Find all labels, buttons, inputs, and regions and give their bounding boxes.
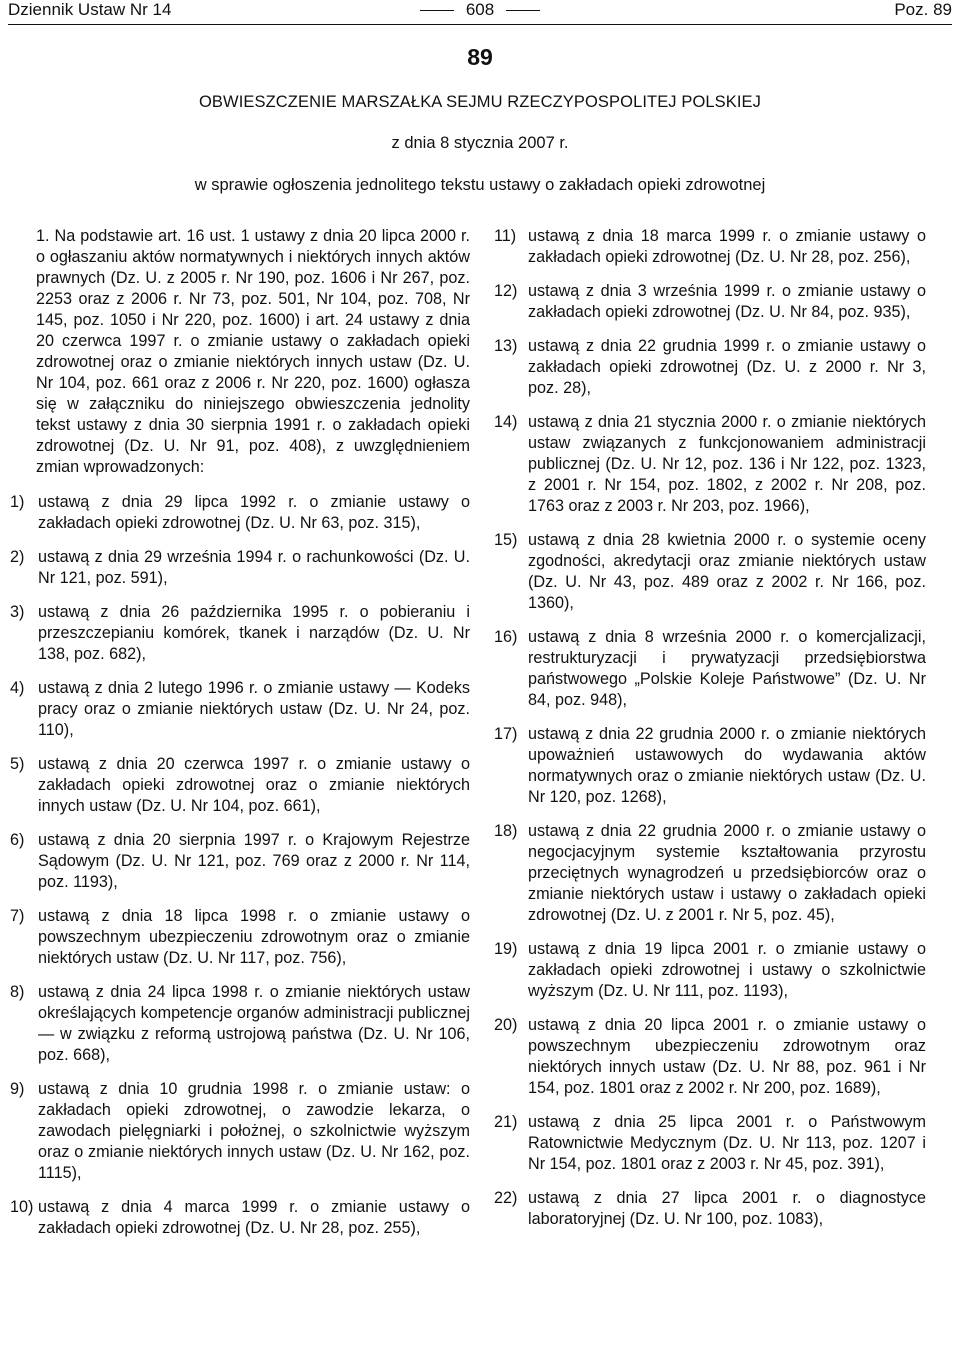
- item-number: 6): [10, 831, 25, 849]
- item-text: ustawą z dnia 29 września 1994 r. o rachunkowości (Dz. U. Nr 121, poz. 591),: [38, 548, 470, 587]
- list-item: [494, 821, 926, 926]
- act-subject: w sprawie ogłoszenia jednolitego tekstu ustawy o zakładach opieki zdrowotnej: [194, 176, 766, 194]
- list-item: [494, 226, 926, 268]
- list-item: [10, 547, 470, 589]
- item-text: ustawą z dnia 19 lipca 2001 r. o zmianie ustawy o zakładach opieki zdrowotnej i ustawy o szkolnictwie wyższym (Dz. U. Nr 111, poz. 1193),: [528, 940, 926, 1000]
- item-number: 14): [494, 413, 518, 431]
- item-number: 12): [494, 282, 518, 300]
- item-text: ustawą z dnia 10 grudnia 1998 r. o zmianie ustaw: o zakładach opieki zdrowotnej, o zawodzie lekarza, o zawodach pielęgniarki i położnej, o szkolnictwie wyższym oraz o zmianie niektórych innych ustaw (Dz. U. Nr 162, poz. 1115),: [38, 1080, 470, 1182]
- position-number: Poz. 89: [894, 0, 952, 19]
- item-number: 11): [494, 227, 517, 245]
- act-title: OBWIESZCZENIE MARSZAŁKA SEJMU RZECZYPOSPOLITEJ POLSKIEJ: [198, 93, 762, 111]
- item-text: ustawą z dnia 18 marca 1999 r. o zmianie ustawy o zakładach opieki zdrowotnej (Dz. U. Nr 28, poz. 256),: [528, 227, 926, 266]
- item-text: ustawą z dnia 29 lipca 1992 r. o zmianie ustawy o zakładach opieki zdrowotnej (Dz. U. Nr 63, poz. 315),: [38, 493, 470, 532]
- journal-name: Dziennik Ustaw Nr 14: [8, 0, 172, 19]
- list-item: [10, 906, 470, 969]
- act-date: z dnia 8 stycznia 2007 r.: [391, 134, 569, 152]
- intro-paragraph: 1. Na podstawie art. 16 ust. 1 ustawy z dnia 20 lipca 2000 r. o ogłaszaniu aktów normatywnych i niektórych innych aktów prawnych (Dz. U. z 2005 r. Nr 190, poz. 1606 i Nr 267, poz. 2253 oraz z 2006 r. Nr 73, poz. 501, Nr 104, poz. 708, Nr 145, poz. 1050 i Nr 220, poz. 1600) i art. 24 ustawy z dnia 20 czerwca 1997 r. o zmianie ustawy o zakładach opieki zdrowotnej oraz o zmianie niektórych innych ustaw (Dz. U. Nr 104, poz. 661 oraz z 2006 r. Nr 220, poz. 1600) ogłasza się w załączniku do niniejszego obwieszczenia jednolity tekst ustawy z dnia 30 sierpnia 1991 r. o zakładach opieki zdrowotnej (Dz. U. Nr 91, poz. 408), z uwzględnieniem zmian wprowadzonych:: [36, 227, 470, 476]
- list-item: [10, 830, 470, 893]
- dash-right: [506, 10, 540, 11]
- act-number: 89: [467, 44, 493, 70]
- item-number: 17): [494, 725, 518, 743]
- list-item: [494, 412, 926, 517]
- list-item: [10, 754, 470, 817]
- item-text: ustawą z dnia 25 lipca 2001 r. o Państwowym Ratownictwie Medycznym (Dz. U. Nr 113, poz. 1207 i Nr 154, poz. 1801 oraz z 2003 r. Nr 45, poz. 391),: [528, 1113, 926, 1173]
- list-item: [494, 724, 926, 808]
- item-text: ustawą z dnia 22 grudnia 1999 r. o zmianie ustawy o zakładach opieki zdrowotnej (Dz. U. z 2000 r. Nr 3, poz. 28),: [528, 337, 926, 397]
- item-text: ustawą z dnia 28 kwietnia 2000 r. o systemie oceny zgodności, akredytacji oraz zmianie niektórych ustaw (Dz. U. Nr 43, poz. 489 oraz z 2002 r. Nr 166, poz. 1360),: [528, 531, 926, 612]
- list-item: [494, 530, 926, 614]
- item-number: 21): [494, 1113, 518, 1131]
- header-rule: [8, 24, 952, 25]
- list-item: [494, 281, 926, 323]
- list-item: [494, 1112, 926, 1175]
- list-item: [494, 1188, 926, 1230]
- list-item: [494, 627, 926, 711]
- item-text: ustawą z dnia 20 sierpnia 1997 r. o Krajowym Rejestrze Sądowym (Dz. U. Nr 121, poz. 769 oraz z 2000 r. Nr 114, poz. 1193),: [38, 831, 470, 891]
- item-number: 10): [10, 1198, 34, 1216]
- item-number: 4): [10, 679, 25, 697]
- item-text: ustawą z dnia 24 lipca 1998 r. o zmianie niektórych ustaw określających kompetencje organów administracji publicznej — w związku z reformą ustrojową państwa (Dz. U. Nr 106, poz. 668),: [38, 983, 470, 1064]
- item-number: 9): [10, 1080, 25, 1098]
- item-number: 8): [10, 983, 25, 1001]
- item-number: 20): [494, 1016, 518, 1034]
- item-number: 22): [494, 1189, 518, 1207]
- page-number: 608: [465, 0, 495, 19]
- list-item: [494, 939, 926, 1002]
- page-number-block: [8, 0, 952, 20]
- list-item: [10, 982, 470, 1066]
- item-text: ustawą z dnia 27 lipca 2001 r. o diagnostyce laboratoryjnej (Dz. U. Nr 100, poz. 1083),: [528, 1189, 926, 1228]
- running-header: [8, 0, 952, 24]
- right-column: [494, 226, 926, 1243]
- item-text: ustawą z dnia 20 czerwca 1997 r. o zmianie ustawy o zakładach opieki zdrowotnej oraz o zmianie niektórych innych ustaw (Dz. U. Nr 104, poz. 661),: [38, 755, 470, 815]
- item-number: 2): [10, 548, 25, 566]
- list-item: [494, 336, 926, 399]
- item-number: 1): [10, 493, 25, 511]
- item-number: 16): [494, 628, 518, 646]
- item-number: 5): [10, 755, 25, 773]
- list-item: [10, 678, 470, 741]
- item-text: ustawą z dnia 22 grudnia 2000 r. o zmianie niektórych upoważnień ustawowych do wydawania aktów normatywnych oraz o zmianie niektórych ustaw (Dz. U. Nr 120, poz. 1268),: [528, 725, 926, 806]
- item-number: 18): [494, 822, 518, 840]
- list-item: [10, 602, 470, 665]
- list-item: [494, 1015, 926, 1099]
- item-text: ustawą z dnia 3 września 1999 r. o zmianie ustawy o zakładach opieki zdrowotnej (Dz. U. Nr 84, poz. 935),: [528, 282, 926, 321]
- item-text: ustawą z dnia 4 marca 1999 r. o zmianie ustawy o zakładach opieki zdrowotnej (Dz. U. Nr 28, poz. 255),: [38, 1198, 470, 1237]
- dash-left: [420, 10, 454, 11]
- list-item: [10, 1079, 470, 1184]
- left-column: [10, 226, 470, 1252]
- item-text: ustawą z dnia 20 lipca 2001 r. o zmianie ustawy o powszechnym ubezpieczeniu zdrowotnym oraz niektórych innych ustaw (Dz. U. Nr 88, poz. 961 i Nr 154, poz. 1801 oraz z 2002 r. Nr 200, poz. 1689),: [528, 1016, 926, 1097]
- item-number: 15): [494, 531, 518, 549]
- item-number: 13): [494, 337, 518, 355]
- item-text: ustawą z dnia 26 października 1995 r. o pobieraniu i przeszczepianiu komórek, tkanek i narządów (Dz. U. Nr 138, poz. 682),: [38, 603, 470, 663]
- item-text: ustawą z dnia 21 stycznia 2000 r. o zmianie niektórych ustaw związanych z funkcjonowaniem administracji publicznej (Dz. U. Nr 12, poz. 136 i Nr 122, poz. 1323, z 2001 r. Nr 154, poz. 1802, z 2002 r. Nr 208, poz. 1763 oraz z 2003 r. Nr 203, poz. 1966),: [528, 413, 926, 515]
- item-text: ustawą z dnia 22 grudnia 2000 r. o zmianie ustawy o negocjacyjnym systemie kształtowania przyrostu przeciętnych wynagrodzeń u przedsiębiorców oraz o zmianie niektórych ustaw i ustawy o zakładach opieki zdrowotnej (Dz. U. z 2001 r. Nr 5, poz. 45),: [528, 822, 926, 924]
- item-text: ustawą z dnia 8 września 2000 r. o komercjalizacji, restrukturyzacji i prywatyzacji przedsiębiorstwa państwowego „Polskie Koleje Państwowe” (Dz. U. Nr 84, poz. 948),: [528, 628, 926, 709]
- list-item: [10, 1197, 470, 1239]
- item-number: 19): [494, 940, 518, 958]
- item-number: 7): [10, 907, 25, 925]
- item-text: ustawą z dnia 2 lutego 1996 r. o zmianie ustawy — Kodeks pracy oraz o zmianie niektórych ustaw (Dz. U. Nr 24, poz. 110),: [38, 679, 470, 739]
- item-text: ustawą z dnia 18 lipca 1998 r. o zmianie ustawy o powszechnym ubezpieczeniu zdrowotnym oraz o zmianie niektórych ustaw (Dz. U. Nr 117, poz. 756),: [38, 907, 470, 967]
- item-number: 3): [10, 603, 25, 621]
- list-item: [10, 492, 470, 534]
